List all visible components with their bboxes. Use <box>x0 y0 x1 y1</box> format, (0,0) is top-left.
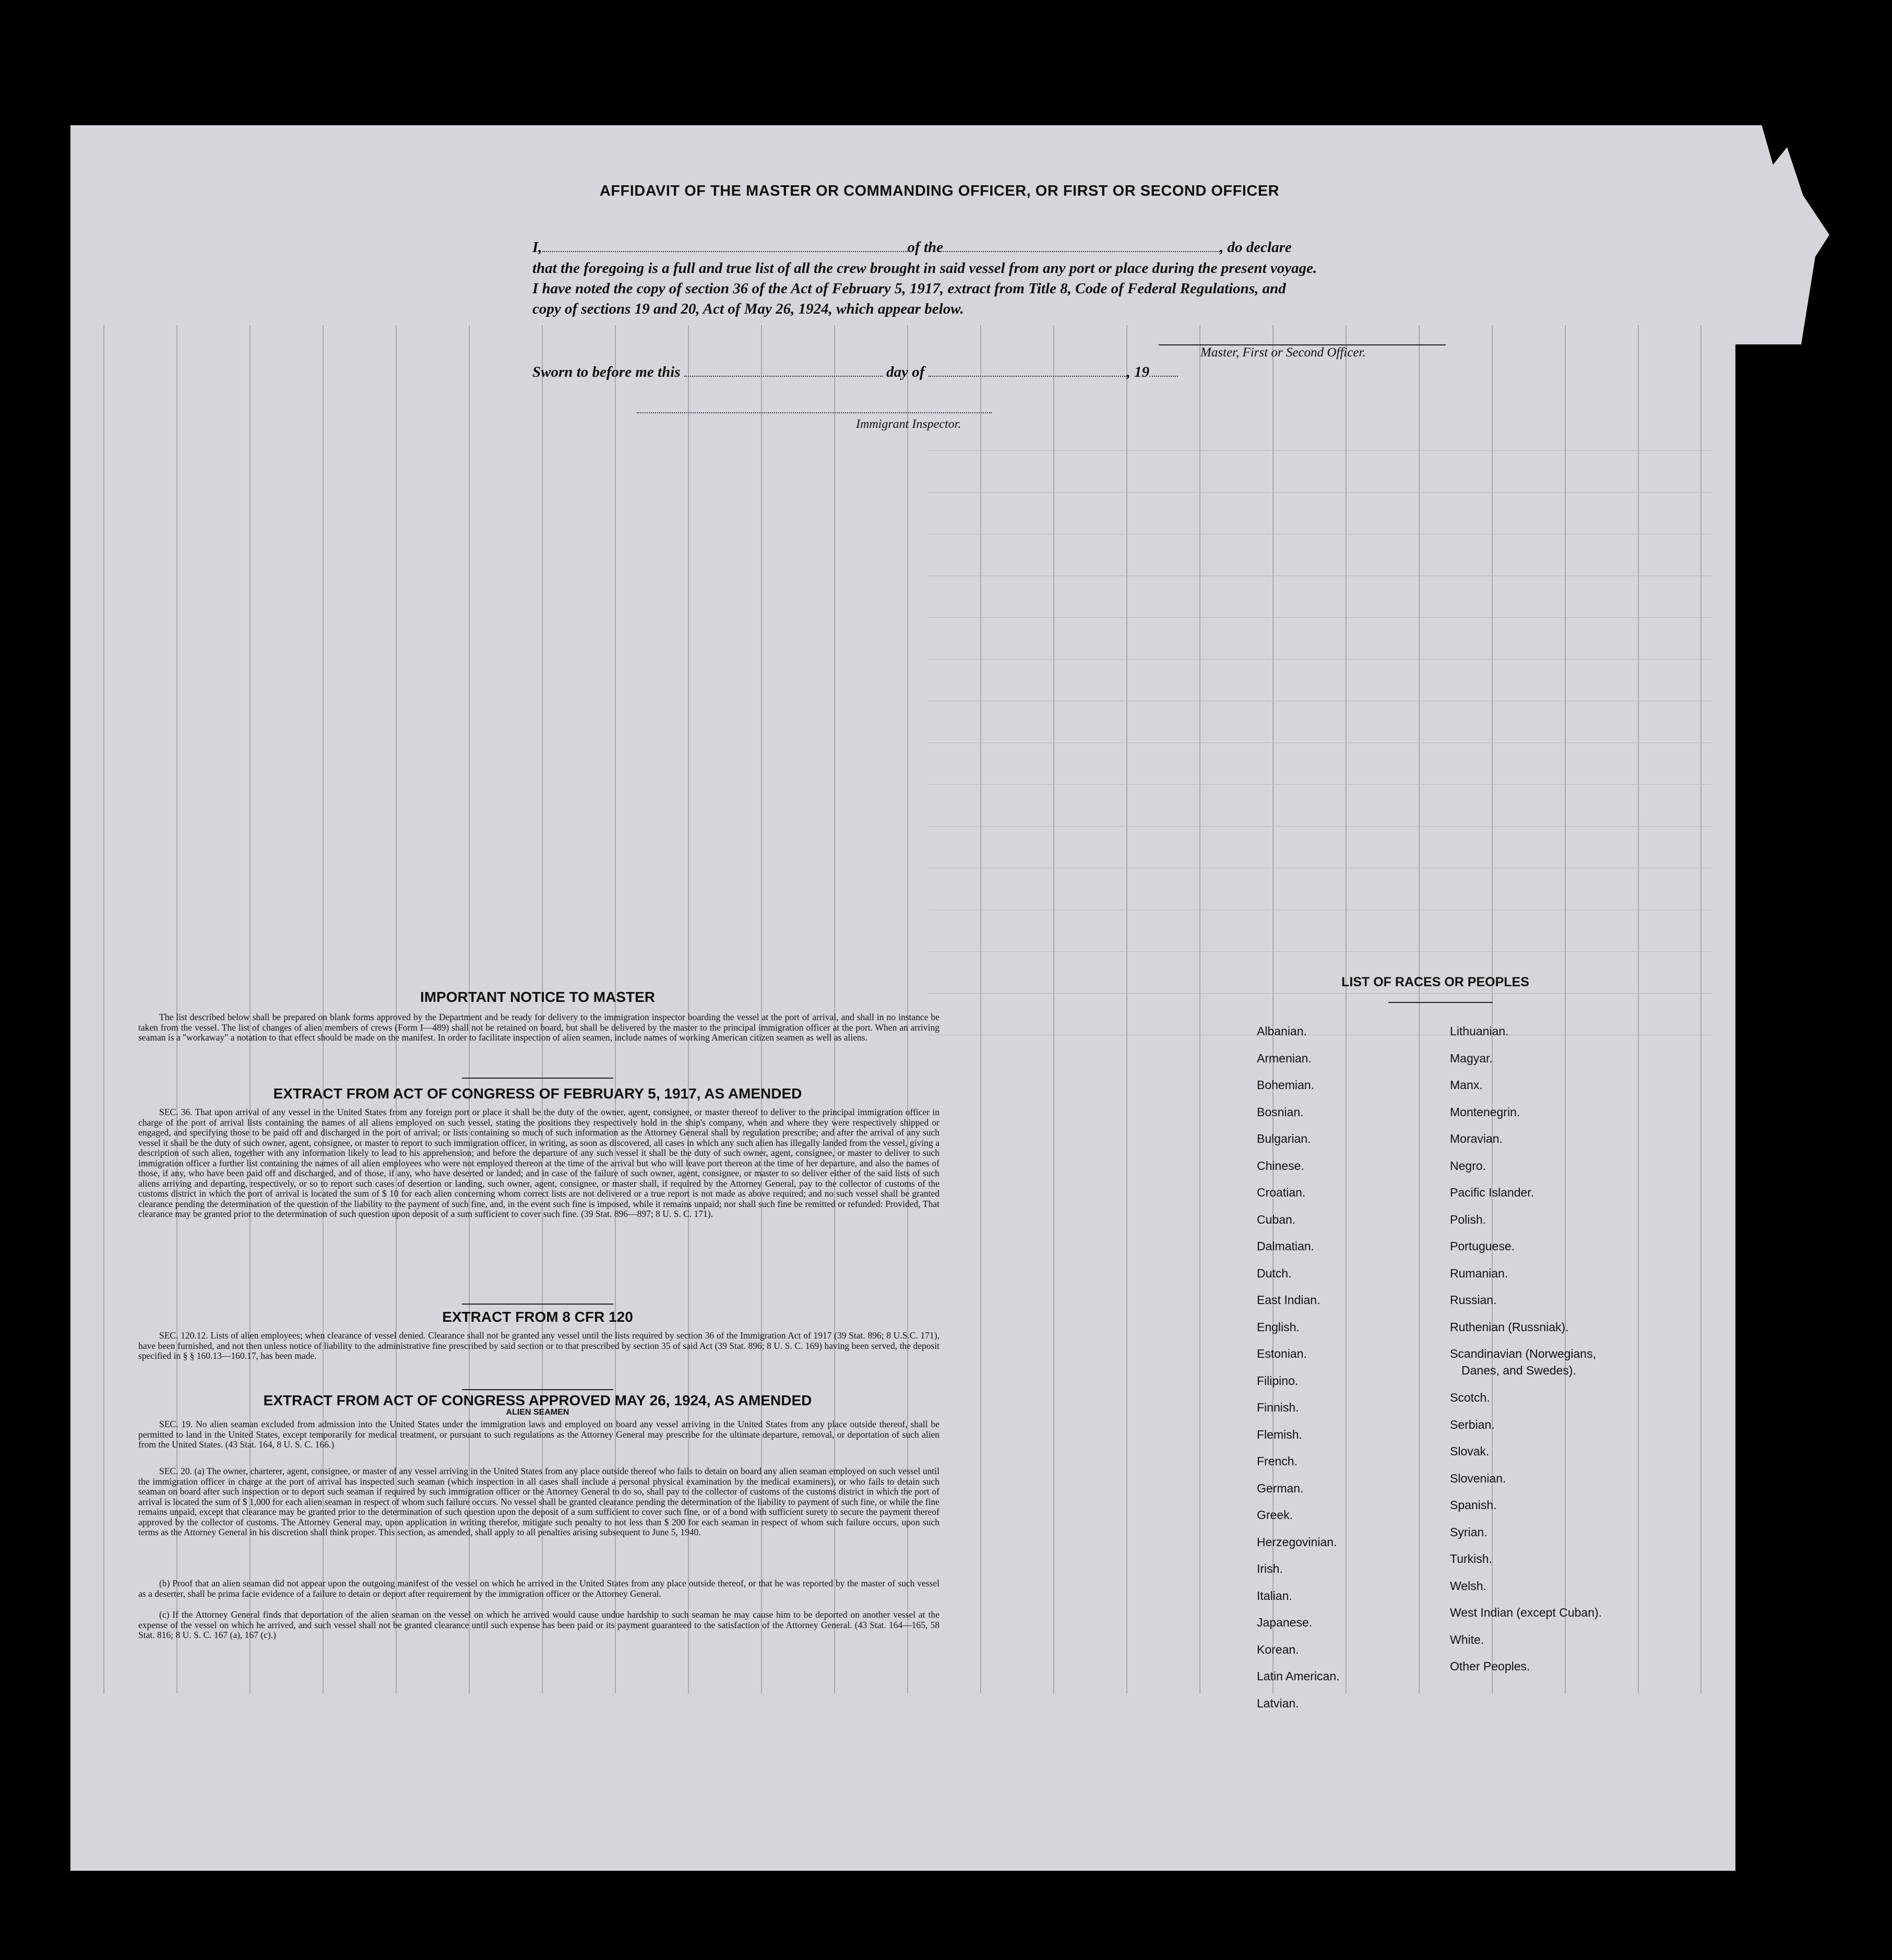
race-item: Latin American. <box>1257 1669 1340 1683</box>
race-item: Greek. <box>1257 1508 1293 1522</box>
race-item: Syrian. <box>1450 1525 1488 1539</box>
race-item: English. <box>1257 1320 1300 1334</box>
sworn-day-field[interactable] <box>684 364 883 377</box>
sworn-month-field[interactable] <box>929 364 1127 377</box>
race-item: Irish. <box>1257 1562 1283 1575</box>
inspector-signature-line[interactable] <box>637 412 992 413</box>
section-rule <box>462 1304 613 1305</box>
day-of-label: day of <box>886 364 925 380</box>
race-item: Magyar. <box>1450 1051 1493 1065</box>
race-item: Pacific Islander. <box>1450 1186 1534 1199</box>
master-label: Master, First or Second Officer. <box>1200 345 1366 360</box>
sworn-line <box>532 364 1178 381</box>
notice-text: The list described below shall be prepared on blank forms approved by the Department and be ready for delivery to the immigration inspector boarding the vessel at the port of arrival, and shall in no instance be taken from the vessel. The list of changes of alien members of crews (Form I—489) shall not be retained on board, but shall be delivered by the master to the principal immigration officer at the port. When an arriving seaman is a "workaway" a notation to that effect should be made on the manifest. In order to facilitate inspection of alien seamen, include names of working American citizen seamen as well as aliens. <box>138 1012 939 1043</box>
race-item: Spanish. <box>1450 1498 1497 1512</box>
race-item: Filipino. <box>1257 1373 1299 1388</box>
race-item: Rumanian. <box>1450 1266 1508 1280</box>
race-item: Flemish. <box>1257 1427 1302 1441</box>
do-declare-label: , do declare <box>1220 239 1292 256</box>
sworn-year-field[interactable] <box>1149 364 1178 377</box>
race-item: Latvian. <box>1257 1696 1299 1710</box>
race-item: Dutch. <box>1257 1266 1292 1280</box>
race-item: Ruthenian (Russniak). <box>1450 1320 1569 1334</box>
sworn-label: Sworn to before me this <box>532 364 681 380</box>
races-title-rule <box>1388 1002 1493 1003</box>
race-item: Bohemian. <box>1257 1078 1314 1092</box>
extract-1917-text: SEC. 36. That upon arrival of any vessel in the United States from any foreign port or place it shall be the duty of the owner, agent, consignee, or master thereof to deliver to the principal immigration officer in charge of the port of arrival lists containing the names of all aliens employed on such vessel, stating the positions they respectively hold in the ship's company, when and where they were respectively shipped or engaged, and specifying those to be paid off and discharged in the port of arrival; or lists containing so much of such information as the Attorney General shall by regulation prescribe; and after the arrival of any such vessel it shall be the duty of such owner, agent, consignee, or master to report to such immigration officer, in writing, as soon as discovered, all cases in which any such alien has illegally landed from the vessel, giving a description of such alien, together with any information likely to lead to his apprehension; and before the departure of any such vessel it shall be the duty of such owner, agent, consignee, or master to deliver to such immigration officer a further list containing the names of all alien employees who were not employed thereon at the time of the arrival but who will leave port thereon at the time of her departure, and also the names of those, if any, who have been paid off and discharged, and of those, if any, who have deserted or landed; and in case of the failure of such owner, agent, consignee, or master to so deliver either of the said lists of such aliens arriving and departing, respectively, or so to report such cases of desertion or landing, such owner, agent, consignee, or master shall, if required by the Attorney General, pay to the collector of customs of the customs district in which the port of arrival is located the sum of $ 10 for each alien concerning whom correct lists are not delivered or a true report is not made as above required; and no such vessel shall be granted clearance pending the determination of the question of the liability to the payment of such fine, and, in the event such fine is imposed, while it remains unpaid; nor shall such fine be remitted or refunded: Provided, That clearance may be granted prior to the determination of such question upon deposit of a sum sufficient to cover such fine. (39 Stat. 896—897; 8 U. S. C. 171). <box>138 1107 939 1219</box>
extract-1924-sec20b: (b) Proof that an alien seaman did not appear upon the outgoing manifest of the vessel on which he arrived in the United States from any place outside thereof, or that he was reported by the master of such vessel as a deserter, shall be prima facie evidence of a failure to detain or deport after requirement by the immigration officer or the Attorney General. <box>138 1578 939 1599</box>
race-item: Portuguese. <box>1450 1239 1515 1253</box>
officer-name-field[interactable] <box>542 240 908 252</box>
race-item: Japanese. <box>1257 1616 1313 1629</box>
extract-1924-sec20a: SEC. 20. (a) The owner, charterer, agent, consignee, or master of any vessel arriving in the United States from any place outside thereof who fails to detain on board any alien seaman employed on such vessel until the immigration officer in charge at the port of arrival has inspected such seaman (which inspection in all cases shall include a personal physical examination by the medical examiners), or who fails to detain such seaman on board after such inspection or to deport such seaman if required by such immigration officer or the Attorney General to do so, shall pay to the collector of customs of the customs district in which the port of arrival is located the sum of $ 1,000 for each alien seaman in respect of whom such failure occurs. No vessel shall be granted clearance pending the determination of the liability to payment of such fine, or while the fine remains unpaid, except that clearance may be granted prior to the determination of such question upon the deposit of a sum sufficient to cover such fine, or of a bond with sufficient surety to secure the payment thereof approved by the collector of customs. The Attorney General may, upon application in writing therefor, mitigate such penalty to not less than $ 200 for each seaman in respect of whom such failure occurs, upon such terms as the Attorney General in his discretion shall think proper. This section, as amended, shall apply to all penalties arising subsequent to June 5, 1940. <box>138 1466 939 1537</box>
notice-title: IMPORTANT NOTICE TO MASTER <box>420 989 656 1005</box>
race-item: Cuban. <box>1257 1212 1296 1226</box>
punch-hole <box>1808 1552 1834 1577</box>
race-item: West Indian (except Cuban). <box>1450 1606 1602 1619</box>
affidavit-line-4: copy of sections 19 and 20, Act of May 26, 1924, which appear below. <box>532 301 964 317</box>
punch-hole <box>1808 616 1834 641</box>
race-item: White. <box>1450 1632 1484 1646</box>
race-item: East Indian. <box>1257 1293 1320 1307</box>
extract-1924-sec19: SEC. 19. No alien seaman excluded from admission into the United States under the immigration laws and employed on board any vessel arriving in the United States from any place outside thereof, shall be permitted to land in the United States, except temporarily for medical treatment, or pursuant to such regulations as the Attorney General may prescribe for the ultimate departure, removal, or deportation of such alien from the United States. (43 Stat. 164, 8 U. S. C. 166.) <box>138 1419 939 1450</box>
extract-1924-sec20c: (c) If the Attorney General finds that deportation of the alien seaman on the vessel on which he arrived would cause undue hardship to such seaman he may cause him to be deported on another vessel at the expense of the vessel on which he arrived, and such vessel shall not be granted clearance until such expense has been paid or its payment guaranteed to the satisfaction of the Attorney General. (43 Stat. 164—165, 58 Stat. 816; 8 U. S. C. 167 (a), 167 (c).) <box>138 1609 939 1640</box>
race-item: Lithuanian. <box>1450 1024 1509 1038</box>
race-item: Negro. <box>1450 1158 1486 1173</box>
section-rule <box>462 1389 613 1390</box>
race-item: Scotch. <box>1450 1391 1490 1404</box>
punch-hole <box>1808 1477 1834 1502</box>
race-item: Scandinavian (Norwegians, <box>1450 1347 1596 1360</box>
race-item: Welsh. <box>1450 1579 1486 1593</box>
year-label: , 19 <box>1126 364 1150 380</box>
vessel-name-field[interactable] <box>943 240 1220 252</box>
affidavit-line-3: I have noted the copy of section 36 of the Act of February 5, 1917, extract from Title 8, Code of Federal Regulations, and <box>532 280 1286 297</box>
race-item: Herzegovinian. <box>1257 1535 1337 1549</box>
race-item: Russian. <box>1450 1293 1497 1307</box>
race-item: Danes, and Swedes). <box>1461 1364 1576 1377</box>
races-title: LIST OF RACES OR PEOPLES <box>1341 975 1529 989</box>
race-item: Bosnian. <box>1257 1105 1304 1119</box>
extract-1924-subtitle: ALIEN SEAMEN <box>506 1408 569 1417</box>
race-item: Armenian. <box>1257 1051 1312 1065</box>
punch-hole <box>1808 292 1834 317</box>
race-item: German. <box>1257 1481 1304 1495</box>
extract-1924-title: EXTRACT FROM ACT OF CONGRESS APPROVED MAY 26, 1924, AS AMENDED <box>263 1392 812 1408</box>
race-item: Albanian. <box>1257 1024 1307 1038</box>
race-item: Slovenian. <box>1450 1471 1506 1485</box>
of-the-label: of the <box>907 239 944 256</box>
punch-hole <box>1808 368 1834 393</box>
race-item: Turkish. <box>1450 1552 1492 1565</box>
race-item: Korean. <box>1257 1642 1299 1656</box>
race-item: Polish. <box>1450 1212 1486 1226</box>
race-item: Dalmatian. <box>1257 1239 1314 1253</box>
extract-1917-title: EXTRACT FROM ACT OF CONGRESS OF FEBRUARY 5, 1917, AS AMENDED <box>273 1085 802 1102</box>
extract-cfr-text: SEC. 120.12. Lists of alien employees; when clearance of vessel denied. Clearance shall not be granted any vessel until the lists required by section 36 of the Immigration Act of 1917 (39 Stat. 896; 8 U.S.C. 171), have been furnished, and not then unless notice of liability to the administrative fine prescribed by said section or to that prescribed by section 35 of said Act (39 Stat. 896; 8 U. S. C. 169) having been served, the deposit specified in § § 160.13—160.17, has been made. <box>138 1330 939 1361</box>
race-item: Finnish. <box>1257 1401 1299 1414</box>
section-rule <box>462 1078 613 1079</box>
punch-hole <box>1808 697 1834 722</box>
race-item: Moravian. <box>1450 1132 1503 1145</box>
race-item: Bulgarian. <box>1257 1132 1311 1145</box>
race-item: Manx. <box>1450 1078 1483 1092</box>
affidavit-title: AFFIDAVIT OF THE MASTER OR COMMANDING OFFICER, OR FIRST OR SECOND OFFICER <box>599 183 1280 199</box>
race-item: Slovak. <box>1450 1444 1490 1458</box>
race-item: Estonian. <box>1257 1347 1307 1360</box>
i-label: I, <box>532 239 542 256</box>
race-item: Other Peoples. <box>1450 1659 1530 1673</box>
inspector-label: Immigrant Inspector. <box>856 417 961 431</box>
affidavit-declaration-line <box>532 239 1292 256</box>
race-item: Serbian. <box>1450 1417 1495 1431</box>
race-item: Montenegrin. <box>1450 1105 1520 1119</box>
race-item: Chinese. <box>1257 1158 1304 1173</box>
race-item: French. <box>1257 1454 1298 1468</box>
race-item: Croatian. <box>1257 1186 1306 1199</box>
affidavit-line-2: that the foregoing is a full and true list of all the crew brought in said vessel from any port or place during the present voyage. <box>532 260 1317 277</box>
race-item: Italian. <box>1257 1588 1292 1603</box>
extract-cfr-title: EXTRACT FROM 8 CFR 120 <box>442 1309 633 1325</box>
